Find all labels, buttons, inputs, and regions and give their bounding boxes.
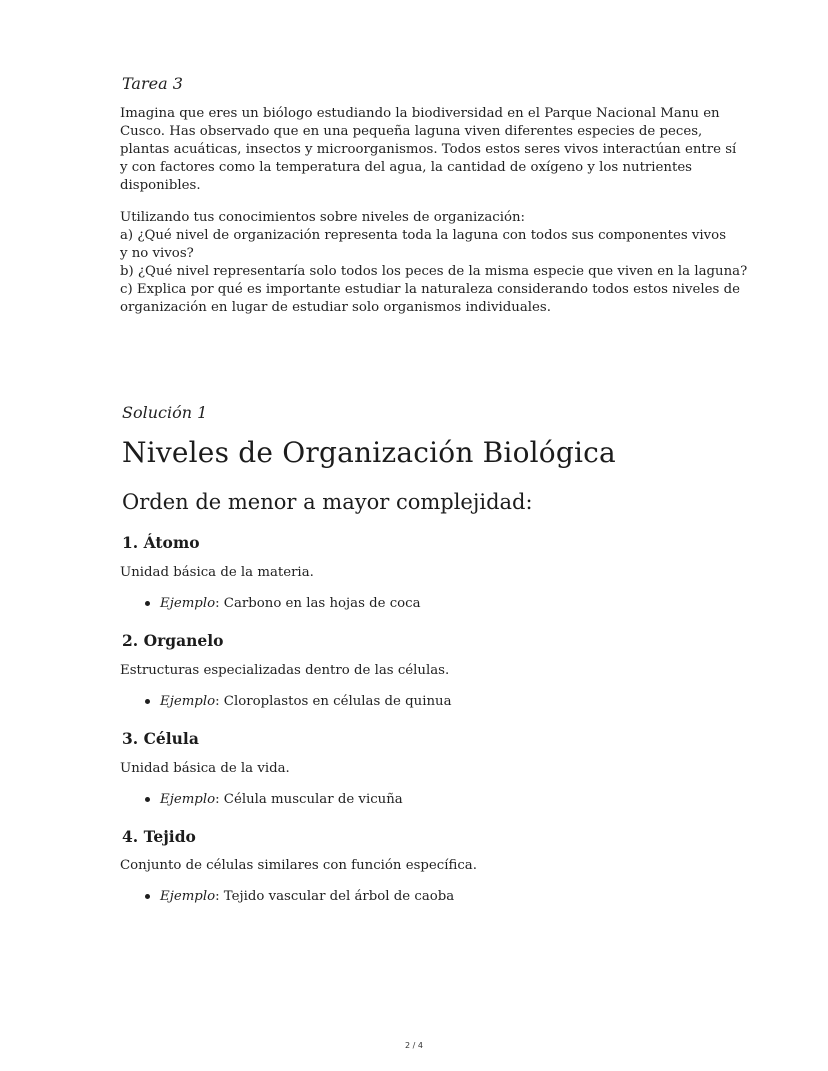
example-label: Ejemplo — [160, 596, 216, 611]
text-line: y con factores como la temperatura del agua, la cantidad de oxígeno y los nutrientes — [120, 160, 693, 175]
task-label: Tarea 3 — [122, 74, 183, 93]
example-text: : Tejido vascular del árbol de caoba — [215, 889, 455, 904]
list-item — [145, 596, 421, 611]
page-number: 2 / 4 — [405, 1041, 423, 1050]
text-line: disponibles. — [120, 178, 201, 193]
text-line: organización en lugar de estudiar solo organismos individuales. — [120, 300, 551, 315]
text-line: y no vivos? — [120, 246, 194, 261]
text-line: plantas acuáticas, insectos y microorganismos. Todos estos seres vivos interactúan entre sí — [120, 142, 737, 157]
example-label: Ejemplo — [160, 792, 216, 807]
solution-label: Solución 1 — [122, 403, 208, 422]
text-line: Utilizando tus conocimientos sobre niveles de organización: — [120, 210, 525, 225]
text-line: Cusco. Has observado que en una pequeña laguna viven diferentes especies de peces, — [120, 124, 703, 139]
level-heading-organelo: 2. Organelo — [122, 631, 224, 650]
example-label: Ejemplo — [160, 694, 216, 709]
level-description: Unidad básica de la materia. — [120, 565, 314, 580]
example-text: : Cloroplastos en células de quinua — [215, 694, 452, 709]
bullet-icon — [145, 601, 150, 606]
list-item — [145, 792, 403, 807]
level-heading-celula: 3. Célula — [122, 729, 199, 748]
task-paragraph-questions — [120, 209, 748, 317]
text-line: b) ¿Qué nivel representaría solo todos los peces de la misma especie que viven en la laguna? — [120, 264, 748, 279]
task-paragraph-context — [120, 105, 737, 195]
text-line: c) Explica por qué es importante estudiar la naturaleza considerando todos estos niveles de — [120, 282, 740, 297]
example-text: : Carbono en las hojas de coca — [215, 596, 421, 611]
example-label: Ejemplo — [160, 889, 216, 904]
page-title: Niveles de Organización Biológica — [122, 436, 616, 469]
bullet-icon — [145, 699, 150, 704]
section-subtitle: Orden de menor a mayor complejidad: — [122, 490, 533, 514]
level-heading-tejido: 4. Tejido — [122, 827, 196, 846]
level-description: Conjunto de células similares con función específica. — [120, 858, 477, 873]
bullet-icon — [145, 894, 150, 899]
text-line: Imagina que eres un biólogo estudiando la biodiversidad en el Parque Nacional Manu en — [120, 106, 720, 121]
list-item — [145, 889, 454, 904]
example-text: : Célula muscular de vicuña — [215, 792, 403, 807]
level-description: Estructuras especializadas dentro de las células. — [120, 663, 450, 678]
level-description: Unidad básica de la vida. — [120, 761, 290, 776]
bullet-icon — [145, 797, 150, 802]
text-line: a) ¿Qué nivel de organización representa toda la laguna con todos sus componentes vivos — [120, 228, 727, 243]
list-item — [145, 694, 452, 709]
level-heading-atomo: 1. Átomo — [122, 533, 200, 552]
